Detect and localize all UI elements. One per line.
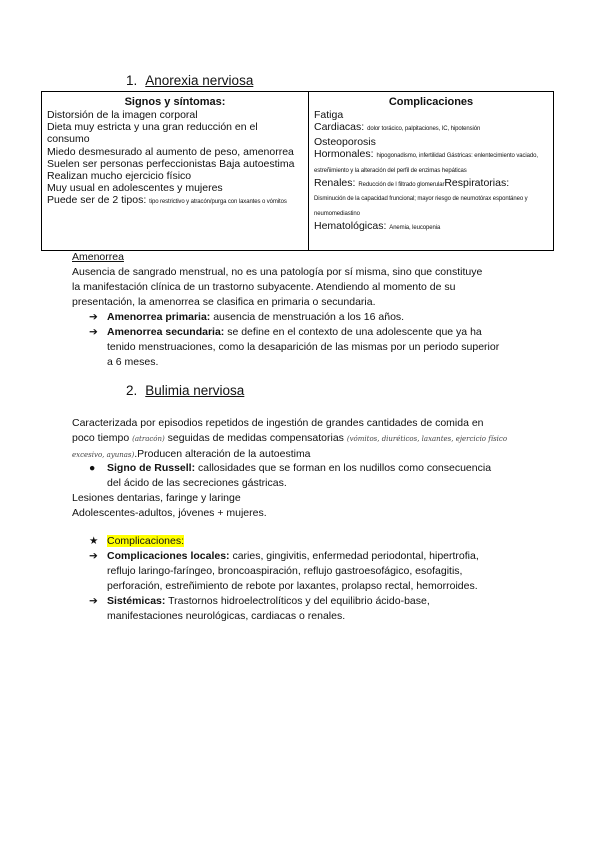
- hormonales-detail: hipogonadismo, infertilidad Gástricas: enlentecimiento vaciado, estreñimiento y la alteración del perfil de enzimas hepáticas: [314, 153, 538, 174]
- handwritten-note: (atracón): [132, 435, 165, 443]
- bulimia-paragraph: [72, 416, 507, 463]
- complicaciones-heading: [89, 534, 184, 549]
- comp-hormonales: [314, 148, 548, 177]
- comp-osteoporosis: Osteoporosis: [314, 135, 376, 148]
- arrow-icon: ➔: [89, 326, 98, 338]
- paragraph-line: [72, 431, 507, 447]
- types-label: Puede ser de 2 tipos:: [47, 194, 150, 207]
- comp-hematologicas: [314, 220, 548, 234]
- paragraph-line: perforación, estreñimiento de rebote por laxantes, prolapso rectal, hemorroides.: [107, 580, 478, 592]
- paragraph-line: Caracterizada por episodios repetidos de ingestión de grandes cantidades de comida en: [72, 417, 484, 429]
- arrow-icon: ➔: [89, 311, 98, 323]
- text-fragment: seguidas de medidas compensatorias: [164, 432, 347, 444]
- section-heading-anorexia: [126, 73, 253, 88]
- comp-fatiga: Fatiga: [314, 109, 344, 121]
- bullet-icon: ●: [89, 462, 96, 474]
- star-icon: ★: [89, 535, 99, 547]
- secundaria-label: Amenorrea secundaria:: [107, 326, 225, 338]
- renales-label: Renales:: [314, 177, 359, 190]
- section-heading-bulimia: [126, 383, 244, 398]
- signs-column: [42, 92, 309, 251]
- lesiones-line: Lesiones dentarias, faringe y laringe: [72, 492, 241, 504]
- hemato-detail: Anemia, leucopenia: [389, 225, 441, 232]
- sistemicas-label: Sistémicas:: [107, 595, 166, 607]
- russell-continuation: del ácido de las secreciones gástricas.: [107, 477, 287, 489]
- comp-cardiacas: [314, 121, 548, 135]
- signs-item: Miedo desmesurado al aumento de peso, amenorrea: [47, 145, 294, 158]
- cardiacas-label: Cardiacas:: [314, 121, 368, 134]
- section-title: Bulimia nerviosa: [145, 383, 245, 398]
- adolescentes-line: Adolescentes-adultos, jóvenes + mujeres.: [72, 507, 267, 519]
- amenorrea-heading: Amenorrea: [72, 251, 124, 263]
- signs-item: Suelen ser personas perfeccionistas Baja autoestima: [47, 157, 295, 170]
- signs-item: Distorsión de la imagen corporal: [47, 109, 198, 121]
- locales-item: [89, 549, 479, 564]
- russell-item: [89, 461, 491, 476]
- signs-item: Realizan mucho ejercicio físico: [47, 170, 192, 183]
- types-detail: tipo restrictivo y atracón/purga con laxantes o vómitos: [149, 199, 287, 206]
- paragraph-line: la manifestación clínica de un trastorno subyacente. Atendiendo al momento de su: [72, 281, 456, 293]
- sistemicas-item: [89, 594, 430, 609]
- paragraph-line: a 6 meses.: [107, 356, 159, 368]
- primaria-text: ausencia de menstruación a los 16 años.: [210, 311, 405, 323]
- hemato-label: Hematológicas:: [314, 220, 390, 233]
- locales-text: caries, gingivitis, enfermedad periodontal, hipertrofia,: [229, 550, 479, 562]
- complications-column: [309, 92, 554, 251]
- signs-item: Dieta muy estricta y una gran reducción en el consumo: [47, 121, 258, 146]
- paragraph-line: presentación, la amenorrea se clasifica en primaria o secundaria.: [72, 296, 376, 308]
- locales-label: Complicaciones locales:: [107, 550, 230, 562]
- complicaciones-label: Complicaciones:: [107, 535, 185, 547]
- paragraph-line: reflujo laringo-faríngeo, broncoaspiración, reflujo gastroesofágico, esofagitis,: [107, 565, 463, 577]
- anorexia-table: [41, 91, 554, 251]
- secundaria-continuation: [107, 340, 499, 370]
- text-fragment: poco tiempo: [72, 432, 133, 444]
- respiratorias-label: Respiratorias:: [444, 177, 510, 190]
- renales-detail: Reducción de l filtrado glomerular: [358, 182, 445, 189]
- signs-item: Muy usual en adolescentes y mujeres: [47, 182, 223, 195]
- amenorrea-primaria: [89, 310, 404, 325]
- sistemicas-continuation: manifestaciones neurológicas, cardiacas o renales.: [107, 610, 346, 622]
- paragraph-line: Ausencia de sangrado menstrual, no es una patología por sí misma, sino que constituye: [72, 266, 483, 278]
- secundaria-text: se define en el contexto de una adolescente que ya ha: [224, 326, 482, 338]
- locales-continuation: [107, 564, 478, 594]
- section-number: 2.: [126, 383, 138, 398]
- amenorrea-paragraph: [72, 265, 482, 310]
- russell-text: callosidades que se forman en los nudillos como consecuencia: [195, 462, 492, 474]
- text-fragment: .Producen alteración de la autoestima: [134, 448, 311, 460]
- arrow-icon: ➔: [89, 595, 98, 607]
- handwritten-note: excesivo, ayunas): [72, 451, 135, 459]
- comp-renales: [314, 177, 548, 191]
- signs-header: Signos y síntomas:: [124, 96, 226, 108]
- hormonales-label: Hormonales:: [314, 148, 377, 161]
- arrow-icon: ➔: [89, 550, 98, 562]
- section-number: 1.: [126, 73, 138, 88]
- sistemicas-text: Trastornos hidroelectrolíticos y del equilibrio ácido-base,: [165, 595, 430, 607]
- complications-header: Complicaciones: [388, 96, 474, 108]
- amenorrea-secundaria: [89, 325, 482, 340]
- respiratorias-detail: Disminución de la capacidad fruncional; mayor riesgo de neumotórax espontáneo y neumomediastino: [314, 196, 528, 217]
- signs-types: [47, 194, 303, 208]
- cardiacas-detail: dolor torácico, palpitaciones, IC, hipotensión: [367, 126, 481, 133]
- comp-respiratorias: [314, 191, 548, 220]
- russell-label: Signo de Russell:: [107, 462, 196, 474]
- paragraph-line: tenido menstruaciones, como la desaparición de las mismas por un periodo superior: [107, 341, 500, 353]
- primaria-label: Amenorrea primaria:: [107, 311, 211, 323]
- handwritten-note: (vómitos, diuréticos, laxantes, ejercicio físico: [346, 435, 508, 443]
- section-title: Anorexia nerviosa: [145, 73, 254, 88]
